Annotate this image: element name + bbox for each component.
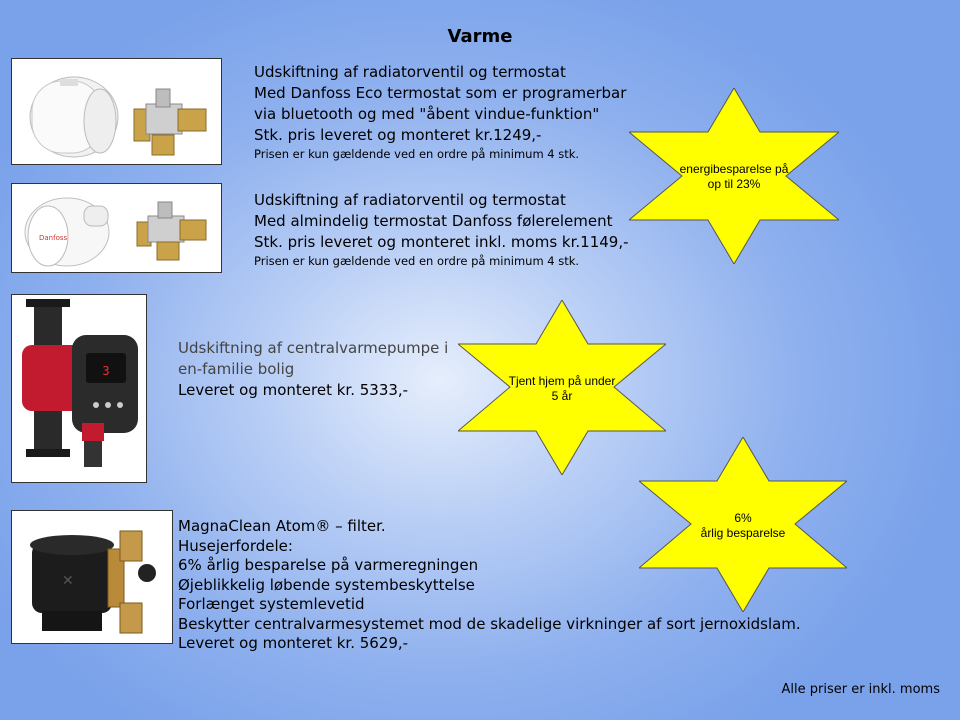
product-2-text [254, 190, 629, 269]
footer-note: Alle priser er inkl. moms [781, 682, 940, 697]
page-title: Varme [447, 26, 513, 47]
star-badge-payback [458, 300, 666, 475]
product-4-line-6: Beskytter centralvarmesystemet mod de skadelige virkninger af sort jernoxidslam. [178, 614, 801, 633]
product-2-note: Prisen er kun gældende ved en ordre på minimum 4 stk. [254, 254, 580, 268]
star-2-line-2: 5 år [551, 389, 573, 403]
product-2-line-3: Stk. pris leveret og monteret inkl. moms kr.1149,- [254, 233, 629, 251]
product-3-line-1: Udskiftning af centralvarmepumpe i [178, 339, 449, 357]
star-badge-annual-saving [639, 437, 847, 612]
svg-text:✕: ✕ [62, 573, 74, 589]
product-2-line-2: Med almindelig termostat Danfoss følerelement [254, 212, 613, 230]
product-4-line-4: Øjeblikkelig løbende systembeskyttelse [178, 575, 475, 594]
product-1-text [254, 62, 626, 162]
filter-illustration [12, 511, 172, 643]
pump-illustration [12, 295, 146, 482]
product-4-line-2: Husejerfordele: [178, 536, 293, 555]
product-3-price: Leveret og monteret kr. 5333,- [178, 381, 409, 399]
product-1-line-3: via bluetooth og med "åbent vindue-funktion" [254, 105, 600, 123]
svg-text:3: 3 [102, 364, 110, 378]
star-3-line-2: årlig besparelse [700, 526, 786, 540]
thermostat-valve-illustration [12, 59, 221, 164]
product-4-line-7: Leveret og monteret kr. 5629,- [178, 634, 409, 652]
thermostat-valve-illustration [12, 184, 221, 272]
product-4-line-1: MagnaClean Atom® – filter. [178, 517, 386, 535]
star-1-line-1: energibesparelse på [679, 162, 789, 176]
danfoss-eco-thermostat-image [11, 58, 222, 165]
magnaclean-filter-image [11, 510, 173, 644]
product-1-line-1: Udskiftning af radiatorventil og termostat [254, 63, 566, 81]
product-4-line-5: Forlænget systemlevetid [178, 595, 365, 613]
svg-text:Danfoss: Danfoss [39, 234, 68, 242]
product-2-line-1: Udskiftning af radiatorventil og termostat [254, 191, 566, 209]
product-1-note: Prisen er kun gældende ved en ordre på minimum 4 stk. [254, 147, 580, 161]
product-3-text [178, 338, 448, 401]
product-1-line-2: Med Danfoss Eco termostat som er programerbar [254, 84, 627, 102]
star-3-line-1: 6% [734, 511, 752, 525]
product-1-line-4: Stk. pris leveret og monteret kr.1249,- [254, 126, 542, 144]
star-1-line-2: op til 23% [707, 177, 761, 191]
star-badge-energy-saving [629, 88, 839, 264]
product-4-line-3: 6% årlig besparelse på varmeregningen [178, 556, 479, 574]
grundfos-pump-image [11, 294, 147, 483]
danfoss-thermostat-image [11, 183, 222, 273]
product-3-line-2: en-familie bolig [178, 360, 295, 378]
star-2-line-1: Tjent hjem på under [508, 374, 616, 388]
